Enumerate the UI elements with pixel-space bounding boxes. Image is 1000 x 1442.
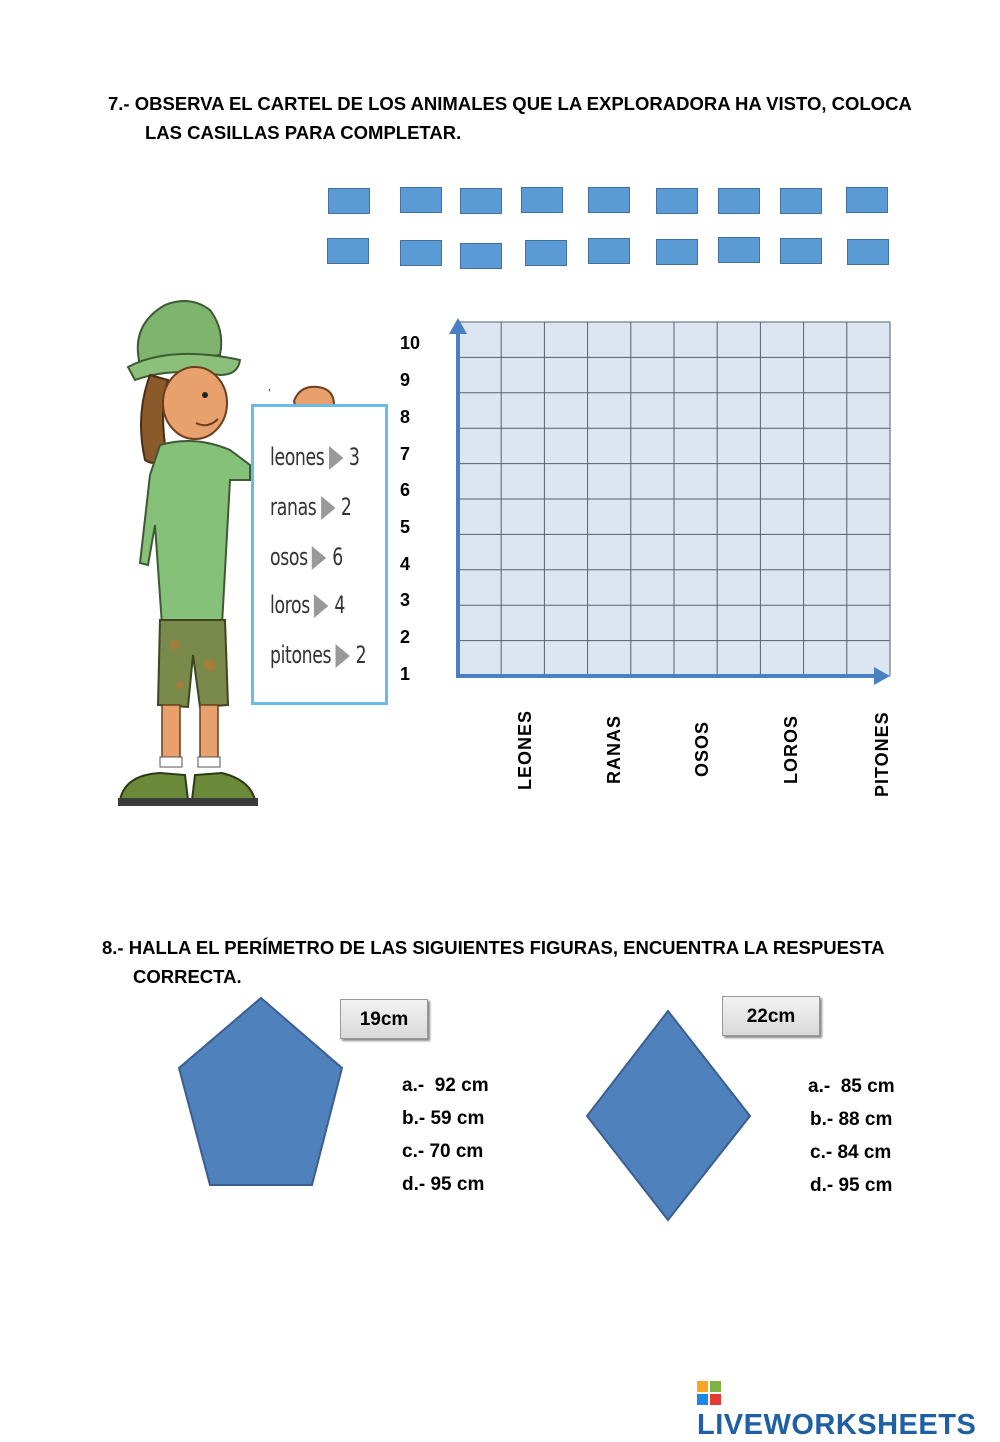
grid-cell-drop-target[interactable]	[589, 571, 630, 604]
grid-cell-drop-target[interactable]	[718, 571, 759, 604]
x-category-label: RANAS	[604, 714, 624, 784]
x-category-label: LEONES	[515, 709, 535, 790]
grid-cell-drop-target[interactable]	[632, 606, 673, 639]
animal-count-sign	[251, 404, 388, 705]
y-tick-label: 1	[400, 664, 411, 684]
grid-cell-drop-target[interactable]	[761, 606, 802, 639]
grid-cell-drop-target[interactable]	[632, 642, 673, 675]
grid-cell-drop-target[interactable]	[545, 606, 586, 639]
sign-animal: pitones	[270, 641, 332, 669]
grid-cell-drop-target[interactable]	[675, 429, 716, 462]
grid-cell-drop-target[interactable]	[805, 323, 846, 356]
grid-cell-drop-target[interactable]	[675, 323, 716, 356]
grid-cell-drop-target[interactable]	[632, 394, 673, 427]
sign-animal: loros	[270, 591, 310, 619]
drag-tile[interactable]	[656, 188, 698, 214]
grid-cell-drop-target[interactable]	[589, 606, 630, 639]
sign-count: 2	[340, 493, 352, 521]
drag-tile[interactable]	[460, 188, 502, 214]
drag-tile[interactable]	[588, 238, 630, 264]
grid-cell-drop-target[interactable]	[761, 642, 802, 675]
grid-cell-drop-target[interactable]	[589, 323, 630, 356]
grid-cell-drop-target[interactable]	[718, 358, 759, 391]
arrow-right-icon	[314, 594, 328, 618]
grid-cell-drop-target[interactable]	[502, 429, 543, 462]
question-7-line-1: 7.- OBSERVA EL CARTEL DE LOS ANIMALES QUE LA EXPLORADORA HA VISTO, COLOCA	[108, 93, 912, 114]
grid-cell-drop-target[interactable]	[545, 571, 586, 604]
grid-cell-drop-target[interactable]	[632, 500, 673, 533]
grid-cell-drop-target[interactable]	[459, 571, 500, 604]
grid-cell-drop-target[interactable]	[632, 571, 673, 604]
grid-cell-drop-target[interactable]	[675, 606, 716, 639]
sign-animal: leones	[270, 443, 325, 471]
grid-cell-drop-target[interactable]	[761, 465, 802, 498]
arrow-right-icon	[336, 644, 350, 668]
grid-cell-drop-target[interactable]	[545, 642, 586, 675]
sign-row	[270, 591, 345, 619]
grid-cell-drop-target[interactable]	[632, 358, 673, 391]
grid-cell-drop-target[interactable]	[848, 571, 889, 604]
liveworksheets-brand	[697, 1376, 1000, 1442]
grid-cell-drop-target[interactable]	[718, 535, 759, 568]
grid-cell-drop-target[interactable]	[502, 358, 543, 391]
grid-cell-drop-target[interactable]	[718, 323, 759, 356]
sign-animal: ranas	[270, 493, 317, 521]
grid-cell-drop-target[interactable]	[761, 500, 802, 533]
grid-cell-drop-target[interactable]	[718, 394, 759, 427]
grid-cell-drop-target[interactable]	[761, 358, 802, 391]
y-tick-label: 4	[400, 554, 411, 574]
grid-cell-drop-target[interactable]	[718, 642, 759, 675]
grid-cell-drop-target[interactable]	[718, 465, 759, 498]
grid-cell-drop-target[interactable]	[675, 465, 716, 498]
grid-cell-drop-target[interactable]	[545, 535, 586, 568]
x-category-label: LOROS	[781, 714, 801, 784]
rhombus-option-b[interactable]: b.- 88 cm	[810, 1109, 893, 1130]
grid-cell-drop-target[interactable]	[545, 465, 586, 498]
rhombus-shape	[584, 1008, 754, 1224]
drag-tile[interactable]	[400, 187, 442, 213]
grid-cell-drop-target[interactable]	[761, 571, 802, 604]
grid-cell-drop-target[interactable]	[718, 606, 759, 639]
sign-row	[270, 641, 366, 669]
pentagon-shape	[175, 995, 347, 1191]
bar-chart-grid	[440, 310, 910, 700]
grid-cell-drop-target[interactable]	[502, 500, 543, 533]
grid-cell-drop-target[interactable]	[459, 500, 500, 533]
grid-cell-drop-target[interactable]	[589, 500, 630, 533]
arrow-right-icon	[321, 496, 335, 520]
pentagon-answer-box[interactable]: 19cm	[340, 999, 428, 1039]
y-tick-label: 10	[400, 333, 421, 353]
grid-cell-drop-target[interactable]	[718, 500, 759, 533]
rhombus-option-a[interactable]: a.- 85 cm	[808, 1076, 895, 1097]
rhombus-option-c[interactable]: c.- 84 cm	[810, 1142, 892, 1163]
grid-cell-drop-target[interactable]	[848, 642, 889, 675]
y-tick-label: 7	[400, 444, 411, 464]
grid-cell-drop-target[interactable]	[502, 642, 543, 675]
grid-cell-drop-target[interactable]	[805, 394, 846, 427]
grid-cell-drop-target[interactable]	[848, 323, 889, 356]
rhombus-option-d[interactable]: d.- 95 cm	[810, 1175, 893, 1196]
grid-cell-drop-target[interactable]	[459, 429, 500, 462]
grid-cell-drop-target[interactable]	[805, 571, 846, 604]
liveworksheets-text: LIVEWORKSHEETS	[697, 1409, 977, 1441]
sign-count: 6	[332, 543, 343, 571]
grid-cell-drop-target[interactable]	[632, 465, 673, 498]
grid-cell-drop-target[interactable]	[761, 323, 802, 356]
x-category-label: OSOS	[692, 720, 712, 777]
grid-cell-drop-target[interactable]	[632, 535, 673, 568]
grid-cell-drop-target[interactable]	[589, 465, 630, 498]
sign-row	[270, 443, 360, 471]
grid-cell-drop-target[interactable]	[589, 642, 630, 675]
grid-cell-drop-target[interactable]	[459, 642, 500, 675]
grid-cell-drop-target[interactable]	[545, 429, 586, 462]
grid-cell-drop-target[interactable]	[502, 323, 543, 356]
grid-cell-drop-target[interactable]	[459, 358, 500, 391]
grid-cell-drop-target[interactable]	[459, 465, 500, 498]
explorer-illustration	[110, 295, 270, 825]
drag-tile[interactable]	[327, 238, 369, 264]
grid-cell-drop-target[interactable]	[805, 606, 846, 639]
grid-cell-drop-target[interactable]	[848, 394, 889, 427]
drag-tile[interactable]	[588, 187, 630, 213]
question-7-title	[108, 89, 912, 147]
drag-tile[interactable]	[780, 238, 822, 264]
question-8-line-2: CORRECTA.	[133, 966, 242, 987]
grid-cell-drop-target[interactable]	[589, 358, 630, 391]
grid-cell-drop-target[interactable]	[848, 358, 889, 391]
drag-tile[interactable]	[656, 239, 698, 265]
grid-cell-drop-target[interactable]	[502, 535, 543, 568]
grid-cell-drop-target[interactable]	[675, 535, 716, 568]
grid-cell-drop-target[interactable]	[805, 358, 846, 391]
grid-cell-drop-target[interactable]	[545, 500, 586, 533]
drag-tile[interactable]	[718, 237, 760, 263]
drag-tile[interactable]	[780, 188, 822, 214]
arrow-right-icon	[312, 546, 326, 570]
grid-cell-drop-target[interactable]	[848, 465, 889, 498]
sign-row	[270, 493, 352, 521]
grid-cell-drop-target[interactable]	[805, 500, 846, 533]
grid-cell-drop-target[interactable]	[502, 394, 543, 427]
grid-cell-drop-target[interactable]	[848, 535, 889, 568]
grid-cell-drop-target[interactable]	[589, 535, 630, 568]
grid-cell-drop-target[interactable]	[805, 429, 846, 462]
liveworksheets-logo-icon	[697, 1381, 721, 1405]
pentagon-option-a[interactable]: a.- 92 cm	[402, 1075, 489, 1096]
y-tick-label: 2	[400, 627, 411, 647]
sign-row	[270, 543, 343, 571]
grid-cell-drop-target[interactable]	[675, 394, 716, 427]
grid-cell-drop-target[interactable]	[545, 323, 586, 356]
grid-cell-drop-target[interactable]	[675, 571, 716, 604]
drag-tile[interactable]	[847, 239, 889, 265]
grid-cell-drop-target[interactable]	[459, 394, 500, 427]
sign-animal: osos	[270, 543, 308, 571]
grid-cell-drop-target[interactable]	[459, 323, 500, 356]
drag-tile[interactable]	[525, 240, 567, 266]
grid-cell-drop-target[interactable]	[632, 323, 673, 356]
grid-cell-drop-target[interactable]	[589, 429, 630, 462]
grid-cell-drop-target[interactable]	[848, 500, 889, 533]
grid-cell-drop-target[interactable]	[761, 535, 802, 568]
grid-cell-drop-target[interactable]	[502, 606, 543, 639]
grid-cell-drop-target[interactable]	[805, 465, 846, 498]
drag-tile[interactable]	[400, 240, 442, 266]
grid-cell-drop-target[interactable]	[675, 500, 716, 533]
drag-tile[interactable]	[718, 188, 760, 214]
y-tick-label: 8	[400, 407, 411, 427]
grid-cell-drop-target[interactable]	[459, 606, 500, 639]
grid-cell-drop-target[interactable]	[848, 606, 889, 639]
grid-cell-drop-target[interactable]	[502, 465, 543, 498]
grid-cell-drop-target[interactable]	[805, 642, 846, 675]
question-7-line-2: LAS CASILLAS PARA COMPLETAR.	[145, 122, 462, 143]
grid-cell-drop-target[interactable]	[848, 429, 889, 462]
drag-tile[interactable]	[521, 187, 563, 213]
y-tick-label: 5	[400, 517, 411, 537]
drag-tile[interactable]	[328, 188, 370, 214]
y-tick-label: 6	[400, 480, 411, 500]
pentagon-option-d[interactable]: d.- 95 cm	[402, 1174, 485, 1195]
grid-cell-drop-target[interactable]	[805, 535, 846, 568]
question-8-line-1: 8.- HALLA EL PERÍMETRO DE LAS SIGUIENTES FIGURAS, ENCUENTRA LA RESPUESTA	[102, 937, 885, 958]
grid-cell-drop-target[interactable]	[761, 394, 802, 427]
arrow-right-icon	[329, 446, 343, 470]
grid-cell-drop-target[interactable]	[675, 358, 716, 391]
grid-cell-drop-target[interactable]	[761, 429, 802, 462]
grid-cell-drop-target[interactable]	[589, 394, 630, 427]
grid-cell-drop-target[interactable]	[459, 535, 500, 568]
pentagon-option-c[interactable]: c.- 70 cm	[402, 1141, 484, 1162]
y-tick-label: 9	[400, 370, 411, 390]
sign-count: 2	[355, 641, 367, 669]
pentagon-option-b[interactable]: b.- 59 cm	[402, 1108, 485, 1129]
grid-cell-drop-target[interactable]	[718, 429, 759, 462]
y-tick-label: 3	[400, 590, 411, 610]
drag-tile[interactable]	[846, 187, 888, 213]
grid-cell-drop-target[interactable]	[545, 394, 586, 427]
drag-tile[interactable]	[460, 243, 502, 269]
grid-cell-drop-target[interactable]	[545, 358, 586, 391]
rhombus-answer-box[interactable]: 22cm	[722, 996, 820, 1036]
grid-cell-drop-target[interactable]	[632, 429, 673, 462]
question-8-title	[102, 933, 885, 991]
sign-count: 3	[348, 443, 360, 471]
grid-cell-drop-target[interactable]	[675, 642, 716, 675]
x-category-label: PITONES	[872, 711, 892, 797]
sign-count: 4	[334, 591, 346, 619]
grid-cell-drop-target[interactable]	[502, 571, 543, 604]
